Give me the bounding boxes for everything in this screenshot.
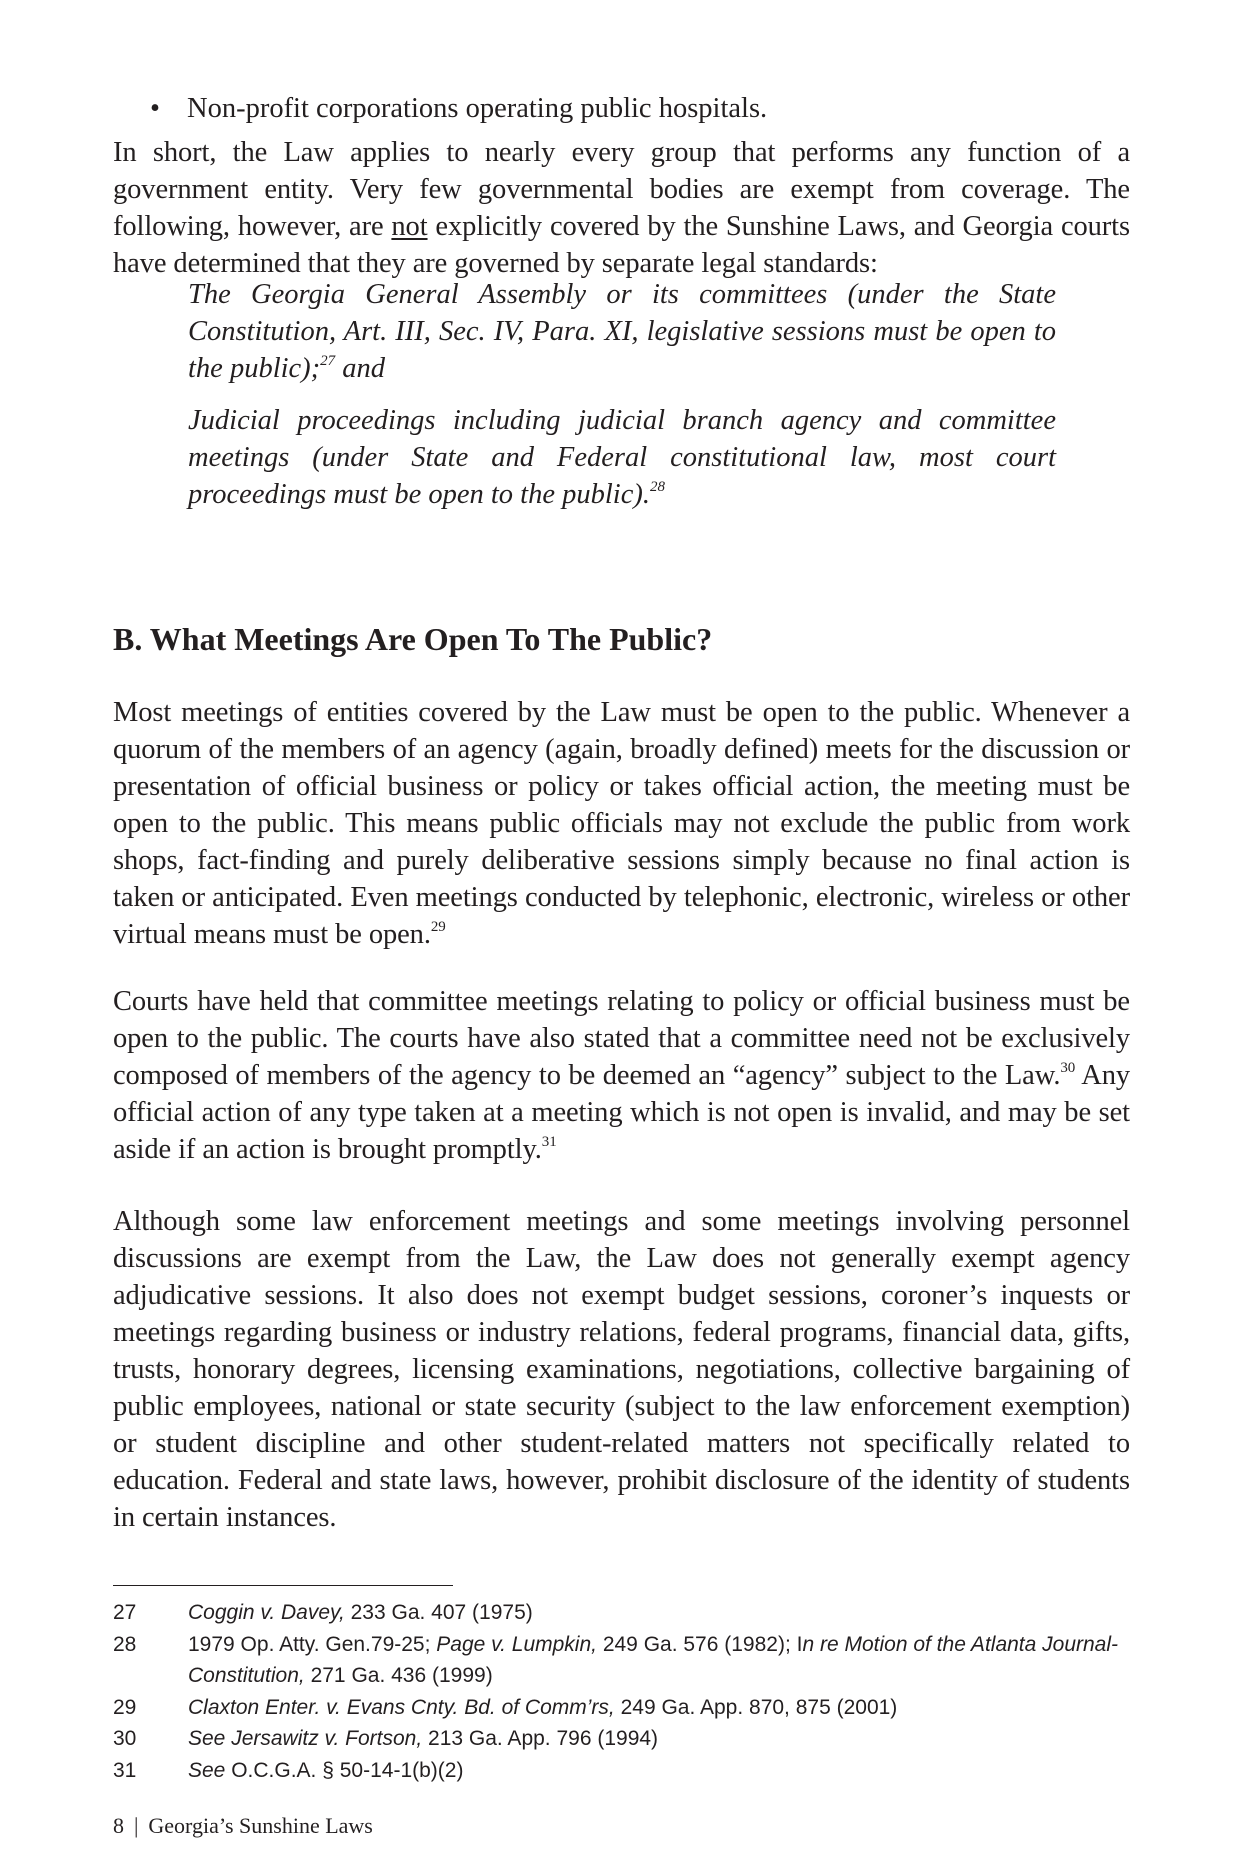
- footnote-29: 29 Claxton Enter. v. Evans Cnty. Bd. of Comm’rs, 249 Ga. App. 870, 875 (2001): [113, 1692, 1130, 1724]
- paragraph-committee-meetings: Courts have held that committee meetings relating to policy or official business must be open to the public. The courts have also stated that a committee need not be exclusively composed of members of the agency to be deemed an “agency” subject to the Law.$^{30}$ Any official action of any type taken at a meeting which is not open is invalid, and may be set aside if an action is brought promptly.$^{31}$: [113, 986, 1131, 1165]
- section-heading: B. What Meetings Are Open To The Public?: [113, 621, 713, 657]
- page-number: 8: [113, 1813, 124, 1838]
- footnote-number: 31: [113, 1758, 137, 1782]
- intro-paragraph: In short, the Law applies to nearly every group that performs any function of a government entity. Very few governmental bodies are exempt from coverage. The following, however, are not explicitly covered by the Sunshine Laws, and Georgia courts have determined that they are governed by separate legal standards:: [113, 137, 1130, 279]
- footnote-ref-27[interactable]: 27: [320, 353, 336, 369]
- footnote-31: 31 See O.C.G.A. § 50-14-1(b)(2): [113, 1755, 1130, 1787]
- footnotes: [113, 1597, 1130, 1786]
- exemption-judicial-proceedings: Judicial proceedings including judicial branch agency and committee meetings (under State and Federal constitutional law, most court proceedings must be open to the public).$^{28}$: [188, 405, 1056, 510]
- footnote-number: 29: [113, 1695, 137, 1719]
- bullet-text: Non-profit corporations operating public hospitals.: [187, 93, 768, 124]
- footnote-27: 27 Coggin v. Davey, 233 Ga. 407 (1975): [113, 1597, 1130, 1629]
- footnote-number: 27: [113, 1601, 137, 1624]
- footnote-30: 30 See Jersawitz v. Fortson, 213 Ga. App. 796 (1994): [113, 1723, 1130, 1755]
- publication-title: Georgia’s Sunshine Laws: [148, 1813, 373, 1838]
- bullet-item: [150, 90, 767, 127]
- paragraph-exemptions: Although some law enforcement meetings and some meetings involving personnel discussions are exempt from the Law, the Law does not generally exempt agency adjudicative sessions. It also does not exempt budget sessions, coroner’s inquests or meetings regarding business or industry relations, federal programs, financial data, gifts, trusts, honorary degrees, licensing examinations, negotiations, collective bargaining of public employees, national or state security (subject to the law enforcement exemption) or student discipline and other student-related matters not specifically related to education. Federal and state laws, however, prohibit disclosure of the identity of students in certain instances.: [113, 1206, 1130, 1533]
- footnote-ref-30[interactable]: 30: [1060, 1060, 1076, 1076]
- paragraph-open-meetings: Most meetings of entities covered by the Law must be open to the public. Whenever a quorum of the members of an agency (again, broadly defined) meets for the discussion or presentation of official business or policy or takes official action, the meeting must be open to the public. This means public officials may not exclude the public from work shops, fact-finding and purely deliberative sessions simply because no final action is taken or anticipated. Even meetings conducted by telephonic, electronic, wireless or other virtual means must be open.$^{29}$: [113, 697, 1130, 950]
- footnote-ref-29[interactable]: 29: [430, 919, 446, 935]
- footnote-ref-31[interactable]: 31: [541, 1134, 557, 1150]
- footer-separator: |: [134, 1813, 139, 1838]
- page-footer: [113, 1811, 373, 1841]
- footnote-divider: [113, 1585, 453, 1586]
- bullet-icon: •: [150, 93, 160, 124]
- underlined-not: not: [391, 211, 428, 242]
- footnote-number: 30: [113, 1727, 137, 1750]
- footnote-28: 28 1979 Op. Atty. Gen.79-25; Page v. Lumpkin, 249 Ga. 576 (1982); In re Motion of the Atlanta Journal-Constitution, 271 Ga. 436 (1999): [113, 1629, 1130, 1692]
- exemption-general-assembly: The Georgia General Assembly or its committees (under the State Constitution, Art. III, Sec. IV, Para. XI, legislative sessions must be open to the public);$^{27}$ and: [188, 279, 1056, 384]
- footnote-number: 28: [113, 1632, 137, 1656]
- footnote-ref-28[interactable]: 28: [649, 479, 665, 495]
